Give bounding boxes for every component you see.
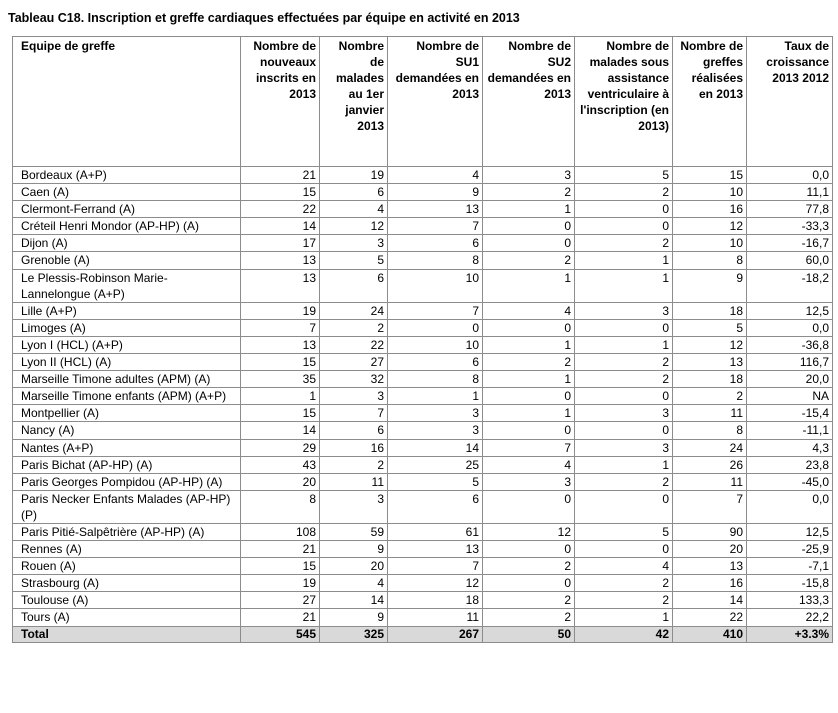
header-transplants-performed: Nombre de greffes réalisées en 2013 — [673, 37, 747, 167]
cell-transplants-performed: 10 — [673, 184, 747, 201]
cell-team-name: Toulouse (A) — [13, 592, 241, 609]
cell-ventricular-assist: 5 — [575, 523, 673, 540]
table-row — [13, 609, 833, 626]
cell-su2-requests: 2 — [483, 558, 575, 575]
cell-patients-january: 7 — [320, 405, 388, 422]
transplant-table — [12, 36, 833, 643]
cell-growth-rate: 0,0 — [747, 167, 833, 184]
cell-new-registrations: 7 — [241, 319, 320, 336]
cell-su1-requests: 18 — [388, 592, 483, 609]
cell-new-registrations: 15 — [241, 405, 320, 422]
cell-new-registrations: 19 — [241, 575, 320, 592]
cell-patients-january: 6 — [320, 422, 388, 439]
table-row — [13, 371, 833, 388]
cell-team-name: Créteil Henri Mondor (AP-HP) (A) — [13, 218, 241, 235]
total-ventricular-assist: 42 — [575, 626, 673, 642]
cell-su1-requests: 8 — [388, 252, 483, 269]
cell-transplants-performed: 14 — [673, 592, 747, 609]
table-row — [13, 302, 833, 319]
cell-team-name: Paris Necker Enfants Malades (AP-HP) (P) — [13, 490, 241, 523]
cell-su1-requests: 13 — [388, 201, 483, 218]
cell-growth-rate: -11,1 — [747, 422, 833, 439]
cell-su1-requests: 61 — [388, 523, 483, 540]
cell-ventricular-assist: 0 — [575, 490, 673, 523]
cell-transplants-performed: 15 — [673, 167, 747, 184]
cell-su1-requests: 6 — [388, 490, 483, 523]
header-new-registrations: Nombre de nouveaux inscrits en 2013 — [241, 37, 320, 167]
table-row — [13, 592, 833, 609]
header-patients-january: Nombre de malades au 1er janvier 2013 — [320, 37, 388, 167]
cell-patients-january: 27 — [320, 354, 388, 371]
cell-transplants-performed: 16 — [673, 201, 747, 218]
cell-new-registrations: 17 — [241, 235, 320, 252]
cell-growth-rate: -15,8 — [747, 575, 833, 592]
cell-growth-rate: -16,7 — [747, 235, 833, 252]
cell-growth-rate: -33,3 — [747, 218, 833, 235]
table-row — [13, 456, 833, 473]
cell-su2-requests: 12 — [483, 523, 575, 540]
cell-transplants-performed: 16 — [673, 575, 747, 592]
cell-transplants-performed: 10 — [673, 235, 747, 252]
table-row — [13, 422, 833, 439]
cell-team-name: Clermont-Ferrand (A) — [13, 201, 241, 218]
cell-growth-rate: 4,3 — [747, 439, 833, 456]
table-row — [13, 235, 833, 252]
total-su1-requests: 267 — [388, 626, 483, 642]
header-su2-requests: Nombre de SU2 demandées en 2013 — [483, 37, 575, 167]
cell-team-name: Grenoble (A) — [13, 252, 241, 269]
cell-new-registrations: 27 — [241, 592, 320, 609]
cell-ventricular-assist: 2 — [575, 354, 673, 371]
cell-team-name: Marseille Timone adultes (APM) (A) — [13, 371, 241, 388]
cell-ventricular-assist: 0 — [575, 422, 673, 439]
cell-new-registrations: 19 — [241, 302, 320, 319]
cell-transplants-performed: 5 — [673, 319, 747, 336]
table-row — [13, 218, 833, 235]
cell-su2-requests: 0 — [483, 541, 575, 558]
cell-ventricular-assist: 2 — [575, 184, 673, 201]
header-growth-rate: Taux de croissance 2013 2012 — [747, 37, 833, 167]
cell-ventricular-assist: 0 — [575, 541, 673, 558]
cell-new-registrations: 14 — [241, 422, 320, 439]
cell-ventricular-assist: 0 — [575, 388, 673, 405]
cell-su1-requests: 0 — [388, 319, 483, 336]
table-row — [13, 201, 833, 218]
table-title: Tableau C18. Inscription et greffe cardiaques effectuées par équipe en activité en 2013 — [8, 11, 520, 25]
table-row — [13, 405, 833, 422]
table-row — [13, 388, 833, 405]
cell-new-registrations: 22 — [241, 201, 320, 218]
cell-growth-rate: -15,4 — [747, 405, 833, 422]
cell-ventricular-assist: 1 — [575, 456, 673, 473]
cell-su1-requests: 5 — [388, 473, 483, 490]
cell-team-name: Rennes (A) — [13, 541, 241, 558]
cell-new-registrations: 35 — [241, 371, 320, 388]
cell-patients-january: 24 — [320, 302, 388, 319]
cell-growth-rate: 12,5 — [747, 302, 833, 319]
header-ventricular-assist: Nombre de malades sous assistance ventriculaire à l'inscription (en 2013) — [575, 37, 673, 167]
cell-su2-requests: 1 — [483, 201, 575, 218]
cell-ventricular-assist: 2 — [575, 592, 673, 609]
cell-new-registrations: 29 — [241, 439, 320, 456]
cell-su2-requests: 1 — [483, 336, 575, 353]
cell-new-registrations: 21 — [241, 167, 320, 184]
total-row — [13, 626, 833, 642]
cell-patients-january: 3 — [320, 490, 388, 523]
cell-growth-rate: 12,5 — [747, 523, 833, 540]
cell-ventricular-assist: 1 — [575, 252, 673, 269]
table-row — [13, 252, 833, 269]
cell-team-name: Strasbourg (A) — [13, 575, 241, 592]
cell-su1-requests: 4 — [388, 167, 483, 184]
cell-growth-rate: 60,0 — [747, 252, 833, 269]
header-su1-requests: Nombre de SU1 demandées en 2013 — [388, 37, 483, 167]
cell-new-registrations: 8 — [241, 490, 320, 523]
header-team: Equipe de greffe — [13, 37, 241, 167]
cell-su2-requests: 0 — [483, 218, 575, 235]
header-row — [13, 37, 833, 167]
cell-patients-january: 20 — [320, 558, 388, 575]
cell-patients-january: 2 — [320, 456, 388, 473]
cell-su2-requests: 4 — [483, 302, 575, 319]
cell-su2-requests: 3 — [483, 167, 575, 184]
cell-transplants-performed: 8 — [673, 422, 747, 439]
cell-transplants-performed: 11 — [673, 473, 747, 490]
cell-team-name: Limoges (A) — [13, 319, 241, 336]
cell-transplants-performed: 13 — [673, 354, 747, 371]
cell-su2-requests: 2 — [483, 609, 575, 626]
cell-su2-requests: 0 — [483, 235, 575, 252]
cell-transplants-performed: 26 — [673, 456, 747, 473]
cell-new-registrations: 1 — [241, 388, 320, 405]
cell-growth-rate: 20,0 — [747, 371, 833, 388]
cell-su1-requests: 13 — [388, 541, 483, 558]
cell-team-name: Rouen (A) — [13, 558, 241, 575]
cell-ventricular-assist: 3 — [575, 439, 673, 456]
cell-ventricular-assist: 4 — [575, 558, 673, 575]
cell-su2-requests: 2 — [483, 252, 575, 269]
table-row — [13, 336, 833, 353]
cell-new-registrations: 15 — [241, 184, 320, 201]
cell-su1-requests: 11 — [388, 609, 483, 626]
table-row — [13, 473, 833, 490]
cell-patients-january: 5 — [320, 252, 388, 269]
cell-su2-requests: 0 — [483, 490, 575, 523]
table-row — [13, 523, 833, 540]
cell-su2-requests: 0 — [483, 422, 575, 439]
cell-su1-requests: 14 — [388, 439, 483, 456]
cell-team-name: Lyon II (HCL) (A) — [13, 354, 241, 371]
cell-team-name: Tours (A) — [13, 609, 241, 626]
cell-growth-rate: -36,8 — [747, 336, 833, 353]
table-row — [13, 269, 833, 302]
cell-su2-requests: 2 — [483, 592, 575, 609]
cell-team-name: Caen (A) — [13, 184, 241, 201]
cell-su1-requests: 12 — [388, 575, 483, 592]
cell-ventricular-assist: 1 — [575, 336, 673, 353]
cell-patients-january: 14 — [320, 592, 388, 609]
cell-new-registrations: 20 — [241, 473, 320, 490]
table-row — [13, 319, 833, 336]
cell-ventricular-assist: 3 — [575, 405, 673, 422]
total-growth-rate: +3.3% — [747, 626, 833, 642]
cell-new-registrations: 21 — [241, 609, 320, 626]
cell-growth-rate: -25,9 — [747, 541, 833, 558]
total-team-name: Total — [13, 626, 241, 642]
total-patients-january: 325 — [320, 626, 388, 642]
cell-su1-requests: 6 — [388, 235, 483, 252]
cell-new-registrations: 43 — [241, 456, 320, 473]
table-row — [13, 184, 833, 201]
cell-team-name: Marseille Timone enfants (APM) (A+P) — [13, 388, 241, 405]
cell-transplants-performed: 13 — [673, 558, 747, 575]
cell-growth-rate: 22,2 — [747, 609, 833, 626]
cell-patients-january: 9 — [320, 541, 388, 558]
cell-ventricular-assist: 0 — [575, 319, 673, 336]
cell-growth-rate: 0,0 — [747, 319, 833, 336]
cell-patients-january: 19 — [320, 167, 388, 184]
cell-su1-requests: 10 — [388, 269, 483, 302]
cell-transplants-performed: 18 — [673, 302, 747, 319]
cell-ventricular-assist: 2 — [575, 575, 673, 592]
cell-team-name: Paris Georges Pompidou (AP-HP) (A) — [13, 473, 241, 490]
cell-team-name: Lille (A+P) — [13, 302, 241, 319]
cell-su2-requests: 1 — [483, 269, 575, 302]
cell-su1-requests: 25 — [388, 456, 483, 473]
table-row — [13, 354, 833, 371]
cell-su1-requests: 3 — [388, 405, 483, 422]
cell-new-registrations: 15 — [241, 558, 320, 575]
cell-patients-january: 22 — [320, 336, 388, 353]
cell-su1-requests: 3 — [388, 422, 483, 439]
cell-patients-january: 3 — [320, 388, 388, 405]
cell-patients-january: 4 — [320, 575, 388, 592]
cell-patients-january: 16 — [320, 439, 388, 456]
cell-transplants-performed: 22 — [673, 609, 747, 626]
cell-su2-requests: 4 — [483, 456, 575, 473]
cell-transplants-performed: 2 — [673, 388, 747, 405]
cell-ventricular-assist: 5 — [575, 167, 673, 184]
cell-team-name: Montpellier (A) — [13, 405, 241, 422]
cell-su2-requests: 1 — [483, 405, 575, 422]
cell-transplants-performed: 24 — [673, 439, 747, 456]
cell-new-registrations: 13 — [241, 252, 320, 269]
cell-su1-requests: 6 — [388, 354, 483, 371]
cell-team-name: Le Plessis-Robinson Marie-Lannelongue (A+P) — [13, 269, 241, 302]
cell-ventricular-assist: 2 — [575, 235, 673, 252]
cell-su1-requests: 1 — [388, 388, 483, 405]
cell-patients-january: 12 — [320, 218, 388, 235]
cell-new-registrations: 108 — [241, 523, 320, 540]
cell-su1-requests: 9 — [388, 184, 483, 201]
cell-ventricular-assist: 3 — [575, 302, 673, 319]
cell-growth-rate: 23,8 — [747, 456, 833, 473]
cell-team-name: Bordeaux (A+P) — [13, 167, 241, 184]
cell-growth-rate: 116,7 — [747, 354, 833, 371]
cell-patients-january: 3 — [320, 235, 388, 252]
cell-ventricular-assist: 0 — [575, 218, 673, 235]
total-transplants-performed: 410 — [673, 626, 747, 642]
cell-transplants-performed: 90 — [673, 523, 747, 540]
table-row — [13, 167, 833, 184]
cell-new-registrations: 15 — [241, 354, 320, 371]
cell-ventricular-assist: 0 — [575, 201, 673, 218]
cell-su1-requests: 7 — [388, 302, 483, 319]
total-su2-requests: 50 — [483, 626, 575, 642]
cell-su2-requests: 2 — [483, 354, 575, 371]
cell-su1-requests: 8 — [388, 371, 483, 388]
cell-new-registrations: 14 — [241, 218, 320, 235]
cell-transplants-performed: 18 — [673, 371, 747, 388]
cell-new-registrations: 21 — [241, 541, 320, 558]
cell-patients-january: 6 — [320, 184, 388, 201]
cell-su2-requests: 0 — [483, 319, 575, 336]
cell-team-name: Lyon I (HCL) (A+P) — [13, 336, 241, 353]
cell-su2-requests: 0 — [483, 575, 575, 592]
cell-growth-rate: NA — [747, 388, 833, 405]
cell-new-registrations: 13 — [241, 336, 320, 353]
cell-ventricular-assist: 2 — [575, 473, 673, 490]
cell-transplants-performed: 12 — [673, 336, 747, 353]
cell-transplants-performed: 12 — [673, 218, 747, 235]
cell-patients-january: 4 — [320, 201, 388, 218]
cell-growth-rate: 133,3 — [747, 592, 833, 609]
cell-transplants-performed: 7 — [673, 490, 747, 523]
cell-growth-rate: 0,0 — [747, 490, 833, 523]
cell-patients-january: 11 — [320, 473, 388, 490]
cell-new-registrations: 13 — [241, 269, 320, 302]
table-row — [13, 558, 833, 575]
cell-growth-rate: -18,2 — [747, 269, 833, 302]
total-new-registrations: 545 — [241, 626, 320, 642]
cell-su1-requests: 7 — [388, 218, 483, 235]
cell-team-name: Paris Pitié-Salpêtrière (AP-HP) (A) — [13, 523, 241, 540]
cell-team-name: Nancy (A) — [13, 422, 241, 439]
table-body — [13, 167, 833, 643]
cell-growth-rate: 77,8 — [747, 201, 833, 218]
cell-su1-requests: 10 — [388, 336, 483, 353]
cell-patients-january: 6 — [320, 269, 388, 302]
table-row — [13, 490, 833, 523]
cell-transplants-performed: 20 — [673, 541, 747, 558]
table-row — [13, 575, 833, 592]
cell-team-name: Paris Bichat (AP-HP) (A) — [13, 456, 241, 473]
cell-su2-requests: 1 — [483, 371, 575, 388]
table-row — [13, 541, 833, 558]
cell-team-name: Dijon (A) — [13, 235, 241, 252]
cell-growth-rate: 11,1 — [747, 184, 833, 201]
cell-ventricular-assist: 1 — [575, 269, 673, 302]
cell-team-name: Nantes (A+P) — [13, 439, 241, 456]
cell-patients-january: 59 — [320, 523, 388, 540]
cell-ventricular-assist: 1 — [575, 609, 673, 626]
cell-transplants-performed: 8 — [673, 252, 747, 269]
cell-su2-requests: 0 — [483, 388, 575, 405]
cell-transplants-performed: 11 — [673, 405, 747, 422]
cell-patients-january: 9 — [320, 609, 388, 626]
cell-su1-requests: 7 — [388, 558, 483, 575]
cell-su2-requests: 3 — [483, 473, 575, 490]
cell-patients-january: 2 — [320, 319, 388, 336]
cell-patients-january: 32 — [320, 371, 388, 388]
cell-growth-rate: -45,0 — [747, 473, 833, 490]
cell-transplants-performed: 9 — [673, 269, 747, 302]
cell-su2-requests: 7 — [483, 439, 575, 456]
cell-ventricular-assist: 2 — [575, 371, 673, 388]
cell-su2-requests: 2 — [483, 184, 575, 201]
cell-growth-rate: -7,1 — [747, 558, 833, 575]
table-row — [13, 439, 833, 456]
